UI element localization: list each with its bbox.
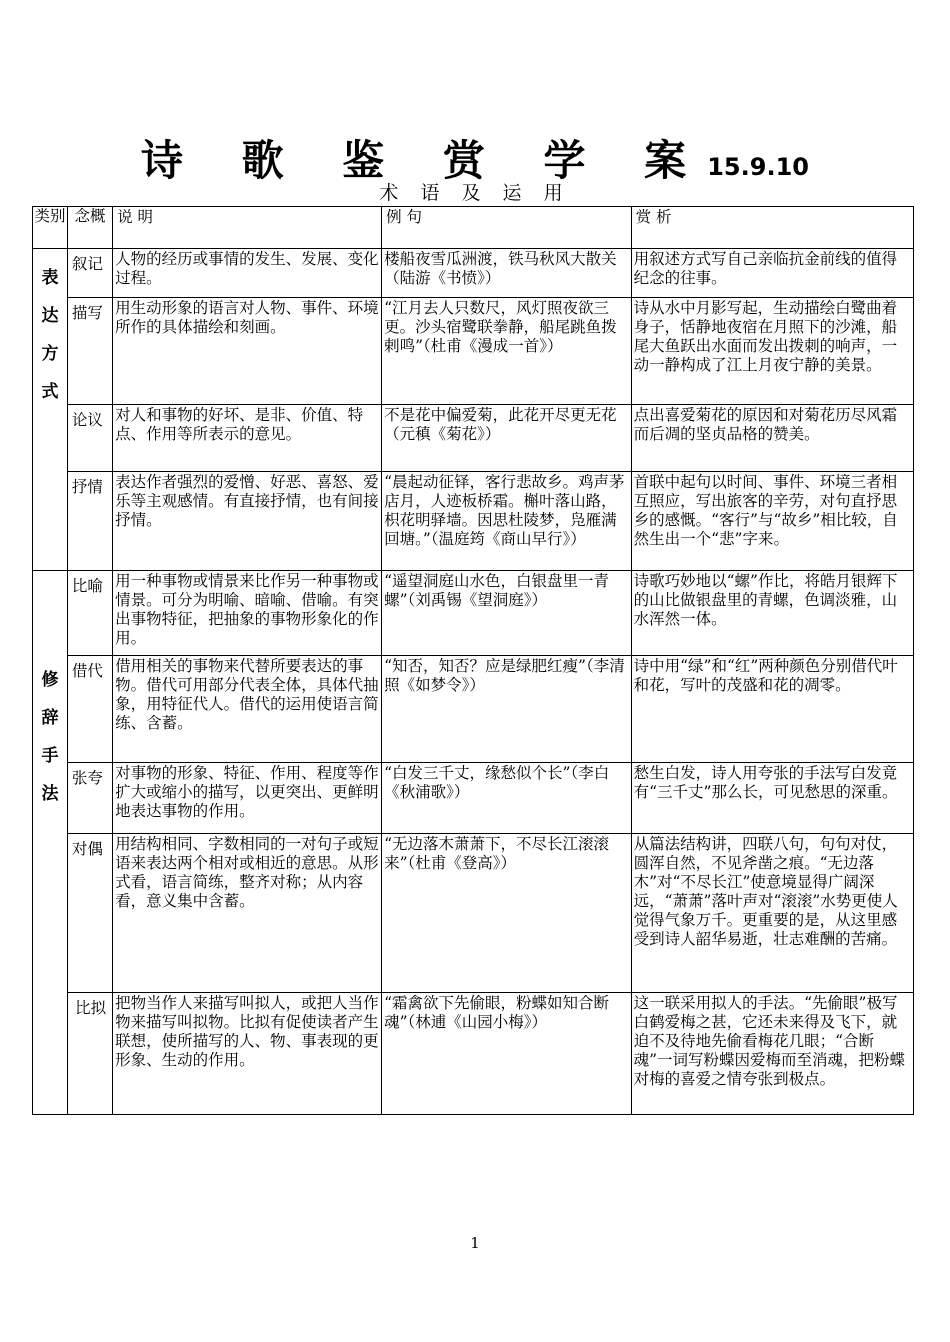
title-text: 诗 歌 鉴 赏 学 案 (141, 136, 709, 185)
example-cell: “霜禽欲下先偷眼，粉蝶如知合断魂”（林逋《山园小梅》） (382, 993, 632, 1115)
explanation-cell: 把物当作人来描写叫拟人，或把人当作物来描写叫拟物。比拟有促使读者产生联想，使所描写的人、物、事表现的更形象、生动的作用。 (113, 993, 382, 1115)
header-example: 例 句 (382, 207, 632, 249)
concept-cell: 对偶 (67, 834, 112, 993)
example-cell: 不是花中偏爱菊，此花开尽更无花（元稹《菊花》） (382, 405, 632, 472)
concept-cell: 叙记 (67, 249, 112, 298)
table-row (33, 834, 914, 993)
category-expression-methods: 表 达 方 式 (33, 249, 68, 571)
table-row (33, 763, 914, 834)
concept-cell: 借代 (67, 656, 112, 763)
appreciation-cell: 诗从水中月影写起，生动描绘白鹭曲着身子，恬静地夜宿在月照下的沙滩，船尾大鱼跃出水面而发出拨刺的响声，一动一静构成了江上月夜宁静的美景。 (631, 298, 913, 405)
appreciation-cell: 诗歌巧妙地以“螺”作比，将皓月银辉下的山比做银盘里的青螺，色调淡雅，山水浑然一体。 (631, 571, 913, 656)
appreciation-cell: 首联中起句以时间、事件、环境三者相互照应，写出旅客的辛劳，对句直抒思乡的感慨。“客行”与“故乡”相比较，自然生出一个“悲”字来。 (631, 472, 913, 571)
table-row (33, 993, 914, 1115)
table-row (33, 656, 914, 763)
example-cell: 楼船夜雪瓜洲渡，铁马秋风大散关（陆游《书愤》） (382, 249, 632, 298)
example-cell: “白发三千丈，缘愁似个长”（李白《秋浦歌》） (382, 763, 632, 834)
example-cell: “遥望洞庭山水色，白银盘里一青螺”（刘禹锡《望洞庭》） (382, 571, 632, 656)
table-row (33, 405, 914, 472)
appreciation-cell: 点出喜爱菊花的原因和对菊花历尽风霜而后凋的坚贞品格的赞美。 (631, 405, 913, 472)
page-number: 1 (470, 1234, 480, 1252)
appreciation-cell: 诗中用“绿”和“红”两种颜色分别借代叶和花，写叶的茂盛和花的凋零。 (631, 656, 913, 763)
header-appreciation: 赏 析 (631, 207, 913, 249)
example-cell: “晨起动征铎，客行悲故乡。鸡声茅店月，人迹板桥霜。槲叶落山路，枳花明驿墙。因思杜陵梦，凫雁满回塘。”（温庭筠《商山早行》） (382, 472, 632, 571)
table-row (33, 571, 914, 656)
explanation-cell: 用生动形象的语言对人物、事件、环境所作的具体描绘和刻画。 (113, 298, 382, 405)
table-row (33, 472, 914, 571)
explanation-cell: 用结构相同、字数相同的一对句子或短语来表达两个相对或相近的意思。从形式看，语言简练，整齐对称；从内容看，意义集中含蓄。 (113, 834, 382, 993)
table-row (33, 298, 914, 405)
header-category: 类别 (33, 207, 68, 249)
table-row (33, 249, 914, 298)
terms-table (32, 206, 914, 1115)
explanation-cell: 用一种事物或情景来比作另一种事物或情景。可分为明喻、暗喻、借喻。有突出事物特征，把抽象的事物形象化的作用。 (113, 571, 382, 656)
explanation-cell: 对事物的形象、特征、作用、程度等作扩大或缩小的描写，以更突出、更鲜明地表达事物的作用。 (113, 763, 382, 834)
example-cell: “知否，知否？应是绿肥红瘦”（李清照《如梦令》） (382, 656, 632, 763)
appreciation-cell: 这一联采用拟人的手法。“先偷眼”极写白鹤爱梅之甚，它还未来得及飞下，就迫不及待地先偷看梅花几眼；“合断魂”一词写粉蝶因爱梅而至消魂，把粉蝶对梅的喜爱之情夸张到极点。 (631, 993, 913, 1115)
explanation-cell: 对人和事物的好坏、是非、价值、特点、作用等所表示的意见。 (113, 405, 382, 472)
example-cell: “江月去人只数尺，风灯照夜欲三更。沙头宿鹭联拳静，船尾跳鱼拨剌鸣”（杜甫《漫成一首》） (382, 298, 632, 405)
category-rhetorical-devices: 修 辞 手 法 (33, 571, 68, 1115)
concept-cell: 抒情 (67, 472, 112, 571)
appreciation-cell: 愁生白发，诗人用夸张的手法写白发竟有“三千丈”那么长，可见愁思的深重。 (631, 763, 913, 834)
concept-cell: 论议 (67, 405, 112, 472)
header-concept: 念概 (67, 207, 112, 249)
header-explanation: 说 明 (113, 207, 382, 249)
explanation-cell: 表达作者强烈的爱憎、好恶、喜怒、爱乐等主观感情。有直接抒情，也有间接抒情。 (113, 472, 382, 571)
example-cell: “无边落木萧萧下，不尽长江滚滚来”（杜甫《登高》） (382, 834, 632, 993)
page-subtitle: 术 语 及 运 用 (379, 182, 571, 204)
explanation-cell: 借用相关的事物来代替所要表达的事物。借代可用部分代表全体，具体代抽象，用特征代人。借代的运用使语言简练、含蓄。 (113, 656, 382, 763)
appreciation-cell: 用叙述方式写自己亲临抗金前线的值得纪念的往事。 (631, 249, 913, 298)
concept-cell: 张夸 (67, 763, 112, 834)
title-date: 15.9.10 (707, 153, 809, 181)
concept-cell: 描写 (67, 298, 112, 405)
concept-cell: 比喻 (67, 571, 112, 656)
appreciation-cell: 从篇法结构讲，四联八句，句句对仗，圆浑自然，不见斧凿之痕。“无边落木”对“不尽长江”使意境显得广阔深远，“萧萧”落叶声对“滚滚”水势更使人觉得气象万千。更重要的是，从这里感受到诗人韶华易逝，壮志难酬的苦痛。 (631, 834, 913, 993)
table-header-row (33, 207, 914, 249)
concept-cell: 比拟 (67, 993, 112, 1115)
explanation-cell: 人物的经历或事情的发生、发展、变化过程。 (113, 249, 382, 298)
